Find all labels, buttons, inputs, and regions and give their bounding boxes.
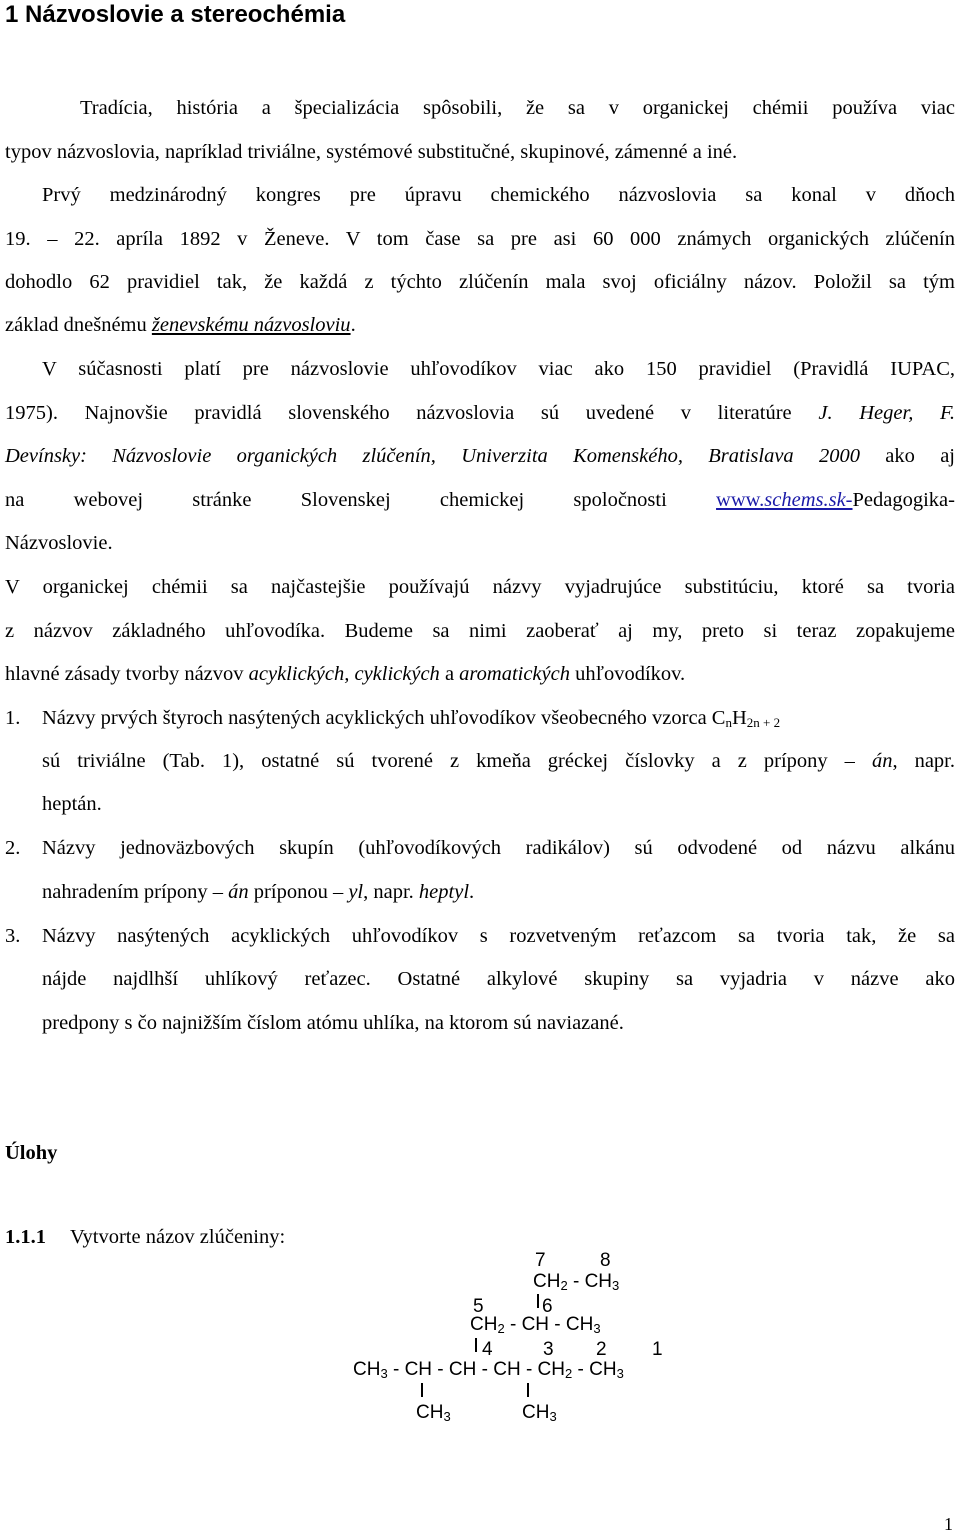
text: príponou –: [248, 881, 349, 903]
formula-text: CH: [522, 1402, 550, 1423]
text: sú triviálne (Tab. 1), ostatné sú tvorené z kmeňa gréckej číslovky a z prípony –: [42, 750, 872, 772]
text: 1975). Najnovšie pravidlá slovenského názvoslovia sú uvedené v literatúre: [5, 402, 819, 424]
task-line: [5, 1224, 285, 1250]
paragraph-2-line-1: V súčasnosti platí pre názvoslovie uhľovodíkov viac ako 150 pravidiel (Pravidlá IUPAC,: [42, 358, 955, 380]
text: H: [731, 707, 747, 729]
text: nahradením prípony –: [42, 881, 229, 903]
rule-2-number: 2.: [5, 837, 21, 859]
emphasis: heptyl: [418, 881, 470, 903]
subscript: 3: [612, 1278, 620, 1293]
formula-text: - CH - CH - CH - CH: [387, 1359, 565, 1380]
text: , napr.: [892, 750, 956, 772]
text: Pedagogika-: [852, 489, 955, 511]
paragraph-2-line-2: [5, 400, 955, 426]
formula-branch: [522, 1402, 557, 1424]
rule-2-line-2: [42, 879, 474, 905]
paragraph-3-line-2: z názvov základného uhľovodíka. Budeme sa nimi zaoberať aj my, preto si teraz zopakujeme: [5, 620, 955, 642]
text: na webovej stránke Slovenskej chemickej spoločnosti: [5, 489, 717, 511]
formula-row: [533, 1271, 619, 1293]
formula-text: - CH - CH: [504, 1314, 594, 1335]
paragraph-1-line-3: Prvý medzinárodný kongres pre úpravu chemického názvoslovia sa konal v dňoch: [42, 184, 955, 206]
text: Názvy prvých štyroch nasýtených acyklických uhľovodíkov všeobecného vzorca C: [42, 707, 726, 729]
link-text: schems.sk-: [764, 489, 853, 511]
text: .: [469, 881, 475, 903]
paragraph-1-line-2: typov názvoslovia, napríklad triviálne, systémové substitučné, skupinové, zámenné a iné.: [5, 141, 738, 163]
formula-row: [470, 1314, 601, 1336]
emphasis: án: [871, 750, 893, 772]
emphasis: aromatických: [459, 663, 570, 685]
subscript: 2: [565, 1366, 573, 1381]
rule-1-line-3: heptán.: [42, 793, 102, 815]
carbon-number: 5: [473, 1296, 484, 1317]
page-title: 1 Názvoslovie a stereochémia: [5, 1, 346, 28]
subscript: 3: [616, 1366, 624, 1381]
rule-3-line-2: nájde najdlhší uhlíkový reťazec. Ostatné alkylové skupiny sa vyjadria v názve ako: [42, 968, 955, 990]
paragraph-2-line-4: [5, 487, 955, 513]
formula-branch: [416, 1402, 451, 1424]
paragraph-3-line-1: V organickej chémii sa najčastejšie používajú názvy vyjadrujúce substitúciu, ktoré sa tvoria: [5, 576, 955, 598]
emphasis: án: [228, 881, 249, 903]
carbon-number: 4: [482, 1339, 493, 1360]
text: uhľovodíkov.: [569, 663, 686, 685]
carbon-number: 7: [535, 1250, 546, 1271]
carbon-number: 3: [543, 1339, 554, 1360]
subscript: 3: [443, 1409, 451, 1424]
task-text: Vytvorte názov zlúčeniny:: [70, 1226, 286, 1248]
rule-3-number: 3.: [5, 925, 21, 947]
text: , napr.: [363, 881, 419, 903]
paragraph-2-line-3: [5, 443, 955, 469]
bond-line: [527, 1383, 529, 1397]
carbon-number: 8: [600, 1250, 611, 1271]
text: .: [350, 314, 356, 336]
subscript: 3: [549, 1409, 557, 1424]
carbon-number: 1: [652, 1339, 663, 1360]
text: a: [439, 663, 460, 685]
formula-text: CH: [353, 1359, 381, 1380]
bond-line: [537, 1294, 539, 1308]
emphasis: yl: [348, 881, 364, 903]
bond-line: [475, 1338, 477, 1352]
task-number: 1.1.1: [5, 1226, 46, 1248]
subscript: 3: [593, 1321, 601, 1336]
page-number: 1: [944, 1514, 953, 1534]
subscript: 2: [497, 1321, 505, 1336]
paragraph-1-line-4: 19. – 22. apríla 1892 v Ženeve. V tom čase sa pre asi 60 000 známych organických zlúčenín: [5, 228, 955, 250]
rule-3-line-3: predpony s čo najnižším číslom atómu uhlíka, na ktorom sú naviazané.: [42, 1012, 624, 1034]
text: základ dnešnému: [5, 314, 152, 336]
rule-2-line-1: Názvy jednoväzbových skupín (uhľovodíkových radikálov) sú odvodené od názvu alkánu: [42, 837, 955, 859]
citation-title: Devínsky: Názvoslovie organických zlúčenín, Univerzita Komenského, Bratislava 2000: [5, 445, 860, 467]
society-website-link[interactable]: [716, 489, 852, 511]
formula-text: CH: [416, 1402, 444, 1423]
paragraph-1-line-5: dohodlo 62 pravidiel tak, že každá z týchto zlúčenín mala svoj oficiálny názov. Položil sa tým: [5, 271, 955, 293]
subscript: 2: [560, 1278, 568, 1293]
formula-text: - CH: [567, 1271, 613, 1292]
rule-3-line-1: Názvy nasýtených acyklických uhľovodíkov s rozvetveným reťazcom sa tvoria tak, že sa: [42, 925, 955, 947]
formula-text: - CH: [572, 1359, 617, 1380]
rule-1-number: 1.: [5, 707, 21, 729]
rule-1-line-2: [42, 748, 955, 774]
text: ako aj: [859, 445, 955, 467]
subscript: 2n + 2: [746, 715, 781, 730]
paragraph-3-line-3: [5, 661, 685, 687]
emphasis: acyklických, cyklických: [248, 663, 440, 685]
text: hlavné zásady tvorby názvov: [5, 663, 249, 685]
geneva-nomenclature-term: ženevskému názvosloviu: [151, 314, 351, 336]
citation-authors: J. Heger, F.: [818, 402, 956, 424]
subscript: n: [725, 715, 732, 730]
rule-1-line-1: [42, 705, 780, 731]
link-text: www.: [716, 489, 765, 511]
formula-main-chain: [353, 1359, 624, 1381]
paragraph-1-line-1: Tradícia, história a špecializácia spôsobili, že sa v organickej chémii používa viac: [80, 97, 955, 119]
formula-text: CH: [533, 1271, 561, 1292]
paragraph-2-line-5: Názvoslovie.: [5, 532, 113, 554]
formula-text: CH: [470, 1314, 498, 1335]
carbon-number: 2: [596, 1339, 607, 1360]
carbon-number: 6: [542, 1296, 553, 1317]
paragraph-1-line-6: [5, 312, 356, 338]
subscript: 3: [380, 1366, 388, 1381]
section-heading: Úlohy: [5, 1142, 58, 1164]
bond-line: [421, 1383, 423, 1397]
